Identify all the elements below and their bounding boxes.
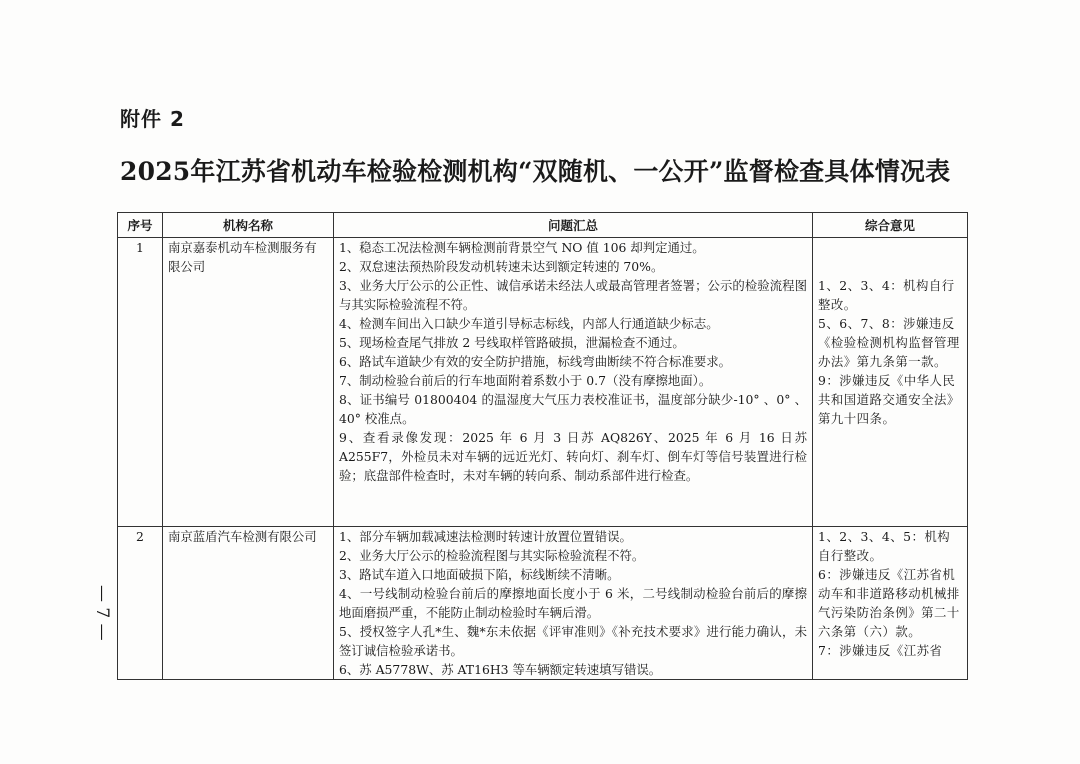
opinion-item: 6：涉嫌违反《江苏省机动车和非道路移动机械排气污染防治条例》第二十六条第（六）款。 — [818, 567, 960, 639]
document-title: 2025年江苏省机动车检验检测机构“双随机、一公开”监督检查具体情况表 — [120, 157, 951, 186]
row-seq: 1 — [118, 238, 163, 527]
opinion-item: 7：涉嫌违反《江苏省 — [818, 643, 943, 658]
row-issues — [334, 527, 813, 680]
row-opinion — [813, 238, 968, 527]
issue-item: 5、授权签字人孔*生、魏*东未依据《评审准则》《补充技术要求》进行能力确认，未签订诚信检验承诺书。 — [339, 624, 807, 658]
issue-item: 4、检测车间出入口缺少车道引导标志标线，内部人行通道缺少标志。 — [339, 316, 719, 331]
issue-item: 6、苏 A5778W、苏 AT16H3 等车辆额定转速填写错误。 — [339, 662, 662, 677]
attachment-label: 附件 2 — [120, 107, 185, 131]
row-org-name: 南京蓝盾汽车检测有限公司 — [163, 527, 334, 680]
issue-item: 8、证书编号 01800404 的温湿度大气压力表校准证书，温度部分缺少-10° 、0° 、40° 校准点。 — [339, 392, 807, 426]
row-seq: 2 — [118, 527, 163, 680]
issue-item: 7、制动检验台前后的行车地面附着系数小于 0.7（没有摩擦地面）。 — [339, 373, 712, 388]
header-org: 机构名称 — [163, 213, 334, 238]
row-issues — [334, 238, 813, 527]
issue-item: 1、部分车辆加载减速法检测时转速计放置位置错误。 — [339, 529, 632, 544]
issue-item: 4、一号线制动检验台前后的摩擦地面长度小于 6 米，二号线制动检验台前后的摩擦地面磨损严重，不能防止制动检验时车辆后滑。 — [339, 586, 807, 620]
issue-item: 3、路试车道入口地面破损下陷，标线断续不清晰。 — [339, 567, 620, 582]
header-seq: 序号 — [118, 213, 163, 238]
opinion-item: 9：涉嫌违反《中华人民共和国道路交通安全法》第九十四条。 — [818, 373, 960, 426]
issue-item: 9、查看录像发现：2025 年 6 月 3 日苏 AQ826Y、2025 年 6 月 16 日苏 A255F7，外检员未对车辆的远近光灯、转向灯、刹车灯、倒车灯等信号装置进行检验；底盘部件检查时，未对车辆的转向系、制动系部件进行检查。 — [339, 430, 807, 483]
issue-item: 2、业务大厅公示的检验流程图与其实际检验流程不符。 — [339, 548, 645, 563]
issue-item: 5、现场检查尾气排放 2 号线取样管路破损，泄漏检查不通过。 — [339, 335, 685, 350]
row-opinion — [813, 527, 968, 680]
opinion-item: 5、6、7、8：涉嫌违反《检验检测机构监督管理办法》第九条第一款。 — [818, 316, 960, 369]
opinion-item: 1、2、3、4：机构自行整改。 — [818, 278, 955, 312]
issue-item: 6、路试车道缺少有效的安全防护措施，标线弯曲断续不符合标准要求。 — [339, 354, 731, 369]
issue-item: 2、双怠速法预热阶段发动机转速未达到额定转速的 70%。 — [339, 259, 664, 274]
table-header-row — [118, 213, 968, 238]
inspection-table — [117, 212, 968, 680]
header-issues: 问题汇总 — [334, 213, 813, 238]
row-org-name: 南京嘉泰机动车检测服务有限公司 — [163, 238, 334, 527]
page-number: — 7 — — [92, 585, 112, 641]
table-row — [118, 238, 968, 527]
table-row — [118, 527, 968, 680]
issue-item: 1、稳态工况法检测车辆检测前背景空气 NO 值 106 却判定通过。 — [339, 240, 705, 255]
header-opinion: 综合意见 — [813, 213, 968, 238]
issue-item: 3、业务大厅公示的公正性、诚信承诺未经法人或最高管理者签署；公示的检验流程图与其实际检验流程不符。 — [339, 278, 807, 312]
opinion-item: 1、2、3、4、5：机构自行整改。 — [818, 529, 951, 563]
